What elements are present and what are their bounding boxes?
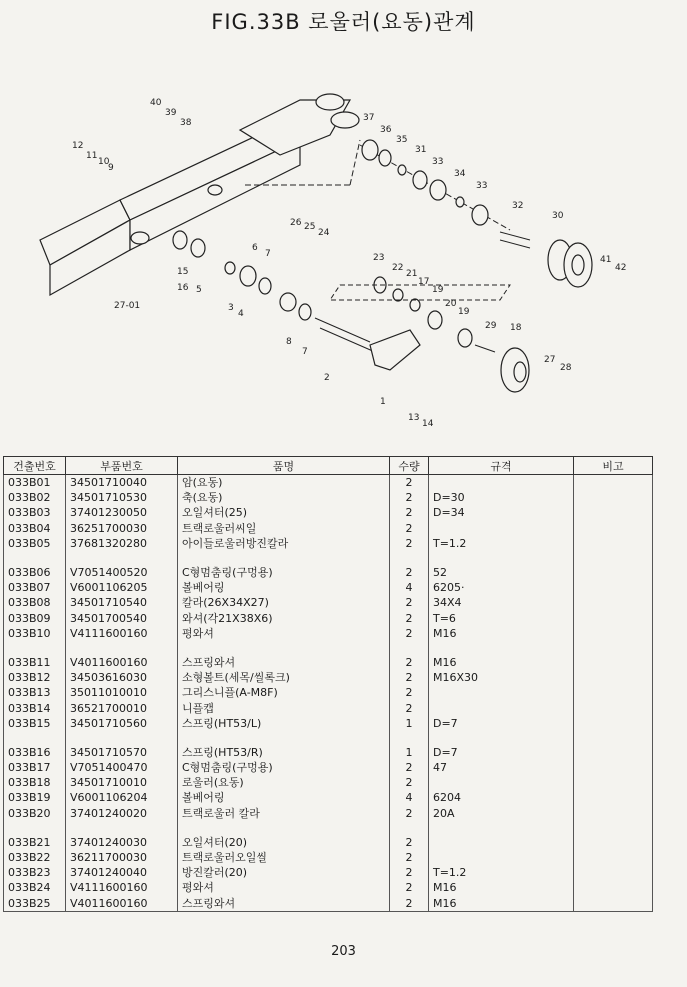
cell-qty: 2	[390, 835, 429, 850]
cell-part: V4111600160	[66, 626, 178, 641]
diagram-label: 8	[286, 337, 292, 347]
group-spacer	[4, 641, 653, 655]
table-row	[4, 880, 653, 895]
cell-qty: 4	[390, 580, 429, 595]
diagram-label: 41	[600, 255, 612, 265]
diagram-label: 29	[485, 321, 497, 331]
cell-spec: 6204	[429, 790, 574, 805]
cell-part: V7051400520	[66, 565, 178, 580]
cell-spec: 47	[429, 760, 574, 775]
cell-part: 34501710010	[66, 775, 178, 790]
cell-part: 36251700030	[66, 521, 178, 536]
table-row	[4, 745, 653, 760]
table-row	[4, 611, 653, 626]
cell-name: 소형볼트(세목/씰록크)	[178, 670, 390, 685]
cell-part: V6001106205	[66, 580, 178, 595]
cell-qty: 1	[390, 716, 429, 731]
cell-name: 로울러(요동)	[178, 775, 390, 790]
cell-no: 033B25	[4, 896, 66, 912]
cell-note	[574, 490, 653, 505]
cell-qty: 2	[390, 565, 429, 580]
cell-name: 볼베어링	[178, 580, 390, 595]
cell-name: C형멈춤링(구멍용)	[178, 565, 390, 580]
header-no: 건출번호	[4, 457, 66, 475]
diagram-label: 4	[238, 309, 244, 319]
cell-no: 033B03	[4, 505, 66, 520]
table-row	[4, 760, 653, 775]
cell-spec	[429, 835, 574, 850]
table-row	[4, 716, 653, 731]
table-row	[4, 521, 653, 536]
exploded-parts-diagram	[30, 90, 640, 435]
cell-note	[574, 595, 653, 610]
cell-qty: 2	[390, 475, 429, 491]
cell-name: 평와셔	[178, 880, 390, 895]
diagram-label: 11	[86, 151, 98, 161]
cell-part: V4111600160	[66, 880, 178, 895]
cell-no: 033B22	[4, 850, 66, 865]
cell-qty: 2	[390, 670, 429, 685]
cell-name: 방진칼러(20)	[178, 865, 390, 880]
diagram-label: 30	[552, 211, 564, 221]
diagram-label: 39	[165, 108, 177, 118]
diagram-label: 38	[180, 118, 192, 128]
cell-name: 오일셔터(25)	[178, 505, 390, 520]
cell-spec: 6205·	[429, 580, 574, 595]
cell-no: 033B10	[4, 626, 66, 641]
cell-spec: D=7	[429, 745, 574, 760]
cell-spec: 52	[429, 565, 574, 580]
table-row	[4, 835, 653, 850]
diagram-label: 18	[510, 323, 522, 333]
cell-note	[574, 835, 653, 850]
cell-part: 36211700030	[66, 850, 178, 865]
cell-spec: 34X4	[429, 595, 574, 610]
table-row	[4, 670, 653, 685]
cell-note	[574, 565, 653, 580]
cell-spec: M16	[429, 880, 574, 895]
diagram-label: 37	[363, 113, 375, 123]
cell-note	[574, 626, 653, 641]
cell-no: 033B13	[4, 685, 66, 700]
group-spacer	[4, 731, 653, 745]
diagram-label: 28	[560, 363, 572, 373]
diagram-label: 33	[432, 157, 444, 167]
cell-no: 033B04	[4, 521, 66, 536]
cell-spec	[429, 475, 574, 491]
cell-part: 34501710040	[66, 475, 178, 491]
cell-part: 37401240020	[66, 806, 178, 821]
diagram-label: 2	[324, 373, 330, 383]
cell-no: 033B09	[4, 611, 66, 626]
diagram-label: 12	[72, 141, 84, 151]
diagram-label: 22	[392, 263, 404, 273]
diagram-label: 19	[458, 307, 470, 317]
cell-qty: 2	[390, 626, 429, 641]
table-row	[4, 896, 653, 912]
header-qty: 수량	[390, 457, 429, 475]
table-row	[4, 536, 653, 551]
diagram-label: 42	[615, 263, 627, 273]
cell-note	[574, 536, 653, 551]
group-spacer	[4, 551, 653, 565]
diagram-label: 25	[304, 222, 316, 232]
table-row	[4, 685, 653, 700]
cell-spec: M16	[429, 655, 574, 670]
page-title: FIG.33B 로울러(요동)관계	[211, 10, 476, 34]
diagram-label: 23	[373, 253, 385, 263]
cell-name: C형멈춤링(구멍용)	[178, 760, 390, 775]
cell-spec	[429, 775, 574, 790]
diagram-label: 16	[177, 283, 189, 293]
cell-spec: D=30	[429, 490, 574, 505]
cell-spec	[429, 521, 574, 536]
diagram-label: 20	[445, 299, 457, 309]
cell-note	[574, 700, 653, 715]
cell-note	[574, 685, 653, 700]
cell-spec: D=34	[429, 505, 574, 520]
diagram-label: 33	[476, 181, 488, 191]
cell-spec: T=6	[429, 611, 574, 626]
cell-note	[574, 880, 653, 895]
table-row	[4, 505, 653, 520]
diagram-label: 24	[318, 228, 330, 238]
cell-part: 34501710540	[66, 595, 178, 610]
cell-note	[574, 745, 653, 760]
diagram-label: 15	[177, 267, 189, 277]
diagram-label: 31	[415, 145, 427, 155]
diagram-label: 7	[265, 249, 271, 259]
diagram-label: 14	[422, 419, 434, 429]
cell-name: 스프링(HT53/L)	[178, 716, 390, 731]
cell-name: 볼베어링	[178, 790, 390, 805]
cell-part: 34503616030	[66, 670, 178, 685]
diagram-label: 3	[228, 303, 234, 313]
cell-qty: 2	[390, 595, 429, 610]
cell-no: 033B16	[4, 745, 66, 760]
cell-part: 37401230050	[66, 505, 178, 520]
cell-note	[574, 580, 653, 595]
cell-note	[574, 670, 653, 685]
cell-qty: 2	[390, 775, 429, 790]
cell-spec: M16X30	[429, 670, 574, 685]
cell-name: 스프링와셔	[178, 896, 390, 912]
parts-table-body	[4, 475, 653, 912]
header-part: 부품번호	[66, 457, 178, 475]
cell-spec: T=1.2	[429, 536, 574, 551]
header-name: 품명	[178, 457, 390, 475]
cell-no: 033B05	[4, 536, 66, 551]
cell-no: 033B07	[4, 580, 66, 595]
table-row	[4, 626, 653, 641]
cell-part: V4011600160	[66, 655, 178, 670]
cell-note	[574, 505, 653, 520]
parts-table	[3, 456, 653, 912]
cell-qty: 2	[390, 685, 429, 700]
diagram-label: 27-01	[114, 301, 141, 311]
table-row	[4, 655, 653, 670]
diagram-label: 27	[544, 355, 556, 365]
diagram-label: 7	[302, 347, 308, 357]
table-row	[4, 865, 653, 880]
cell-part: V6001106204	[66, 790, 178, 805]
diagram-label: 9	[108, 163, 114, 173]
cell-name: 암(요동)	[178, 475, 390, 491]
cell-qty: 1	[390, 745, 429, 760]
cell-spec	[429, 850, 574, 865]
cell-spec: 20A	[429, 806, 574, 821]
cell-note	[574, 865, 653, 880]
diagram-label: 36	[380, 125, 392, 135]
cell-qty: 2	[390, 760, 429, 775]
cell-part: 34501710530	[66, 490, 178, 505]
cell-note	[574, 611, 653, 626]
table-row	[4, 580, 653, 595]
diagram-label: 35	[396, 135, 408, 145]
diagram-label: 10	[98, 157, 110, 167]
table-row	[4, 595, 653, 610]
cell-qty: 2	[390, 505, 429, 520]
diagram-label: 32	[512, 201, 524, 211]
diagram-label: 13	[408, 413, 420, 423]
cell-note	[574, 655, 653, 670]
diagram-label: 6	[252, 243, 258, 253]
cell-note	[574, 475, 653, 491]
cell-part: V7051400470	[66, 760, 178, 775]
header-spec: 규격	[429, 457, 574, 475]
diagram-label: 21	[406, 269, 418, 279]
cell-spec	[429, 700, 574, 715]
cell-part: 36521700010	[66, 700, 178, 715]
cell-part: 37401240040	[66, 865, 178, 880]
cell-name: 트랙로울러씨일	[178, 521, 390, 536]
table-row	[4, 790, 653, 805]
cell-qty: 2	[390, 865, 429, 880]
cell-part: 35011010010	[66, 685, 178, 700]
diagram-labels	[72, 98, 626, 429]
cell-qty: 2	[390, 655, 429, 670]
diagram-label: 40	[150, 98, 162, 108]
cell-qty: 2	[390, 611, 429, 626]
cell-note	[574, 850, 653, 865]
cell-note	[574, 716, 653, 731]
group-spacer	[4, 821, 653, 835]
cell-name: 그리스니플(A-M8F)	[178, 685, 390, 700]
table-row	[4, 850, 653, 865]
cell-qty: 4	[390, 790, 429, 805]
cell-note	[574, 775, 653, 790]
cell-qty: 2	[390, 806, 429, 821]
cell-no: 033B15	[4, 716, 66, 731]
cell-no: 033B23	[4, 865, 66, 880]
diagram-label: 5	[196, 285, 202, 295]
cell-note	[574, 790, 653, 805]
cell-spec: D=7	[429, 716, 574, 731]
cell-name: 오일셔터(20)	[178, 835, 390, 850]
table-header-row	[4, 457, 653, 475]
header-note: 비고	[574, 457, 653, 475]
cell-qty: 2	[390, 700, 429, 715]
cell-qty: 2	[390, 536, 429, 551]
table-row	[4, 775, 653, 790]
cell-qty: 2	[390, 896, 429, 912]
cell-spec	[429, 685, 574, 700]
cell-name: 와셔(각21X38X6)	[178, 611, 390, 626]
cell-qty: 2	[390, 521, 429, 536]
cell-no: 033B08	[4, 595, 66, 610]
cell-name: 스프링(HT53/R)	[178, 745, 390, 760]
cell-no: 033B12	[4, 670, 66, 685]
cell-name: 축(요동)	[178, 490, 390, 505]
cell-name: 스프링와셔	[178, 655, 390, 670]
cell-no: 033B11	[4, 655, 66, 670]
diagram-label: 34	[454, 169, 466, 179]
cell-spec: T=1.2	[429, 865, 574, 880]
cell-no: 033B17	[4, 760, 66, 775]
cell-part: 37681320280	[66, 536, 178, 551]
cell-part: V4011600160	[66, 896, 178, 912]
cell-spec: M16	[429, 626, 574, 641]
cell-no: 033B20	[4, 806, 66, 821]
table-row	[4, 475, 653, 491]
diagram-label: 19	[432, 285, 444, 295]
cell-no: 033B02	[4, 490, 66, 505]
diagram-label: 17	[418, 277, 430, 287]
cell-note	[574, 521, 653, 536]
cell-name: 칼라(26X34X27)	[178, 595, 390, 610]
cell-no: 033B19	[4, 790, 66, 805]
cell-qty: 2	[390, 850, 429, 865]
cell-no: 033B21	[4, 835, 66, 850]
cell-qty: 2	[390, 490, 429, 505]
table-row	[4, 700, 653, 715]
table-row	[4, 490, 653, 505]
cell-part: 34501710560	[66, 716, 178, 731]
cell-note	[574, 896, 653, 912]
cell-no: 033B18	[4, 775, 66, 790]
cell-no: 033B06	[4, 565, 66, 580]
page-number: 203	[331, 944, 356, 959]
cell-name: 니플캡	[178, 700, 390, 715]
cell-no: 033B01	[4, 475, 66, 491]
cell-name: 트랙로울러오일씰	[178, 850, 390, 865]
cell-spec: M16	[429, 896, 574, 912]
cell-note	[574, 760, 653, 775]
cell-part: 37401240030	[66, 835, 178, 850]
table-row	[4, 806, 653, 821]
cell-no: 033B14	[4, 700, 66, 715]
cell-part: 34501710570	[66, 745, 178, 760]
cell-note	[574, 806, 653, 821]
table-row	[4, 565, 653, 580]
cell-qty: 2	[390, 880, 429, 895]
diagram-label: 26	[290, 218, 302, 228]
lower-parts-row	[173, 231, 529, 392]
cell-name: 아이들로울러방진칼라	[178, 536, 390, 551]
cell-no: 033B24	[4, 880, 66, 895]
diagram-label: 1	[380, 397, 386, 407]
cell-part: 34501700540	[66, 611, 178, 626]
cell-name: 트랙로울러 칼라	[178, 806, 390, 821]
cell-name: 평와셔	[178, 626, 390, 641]
